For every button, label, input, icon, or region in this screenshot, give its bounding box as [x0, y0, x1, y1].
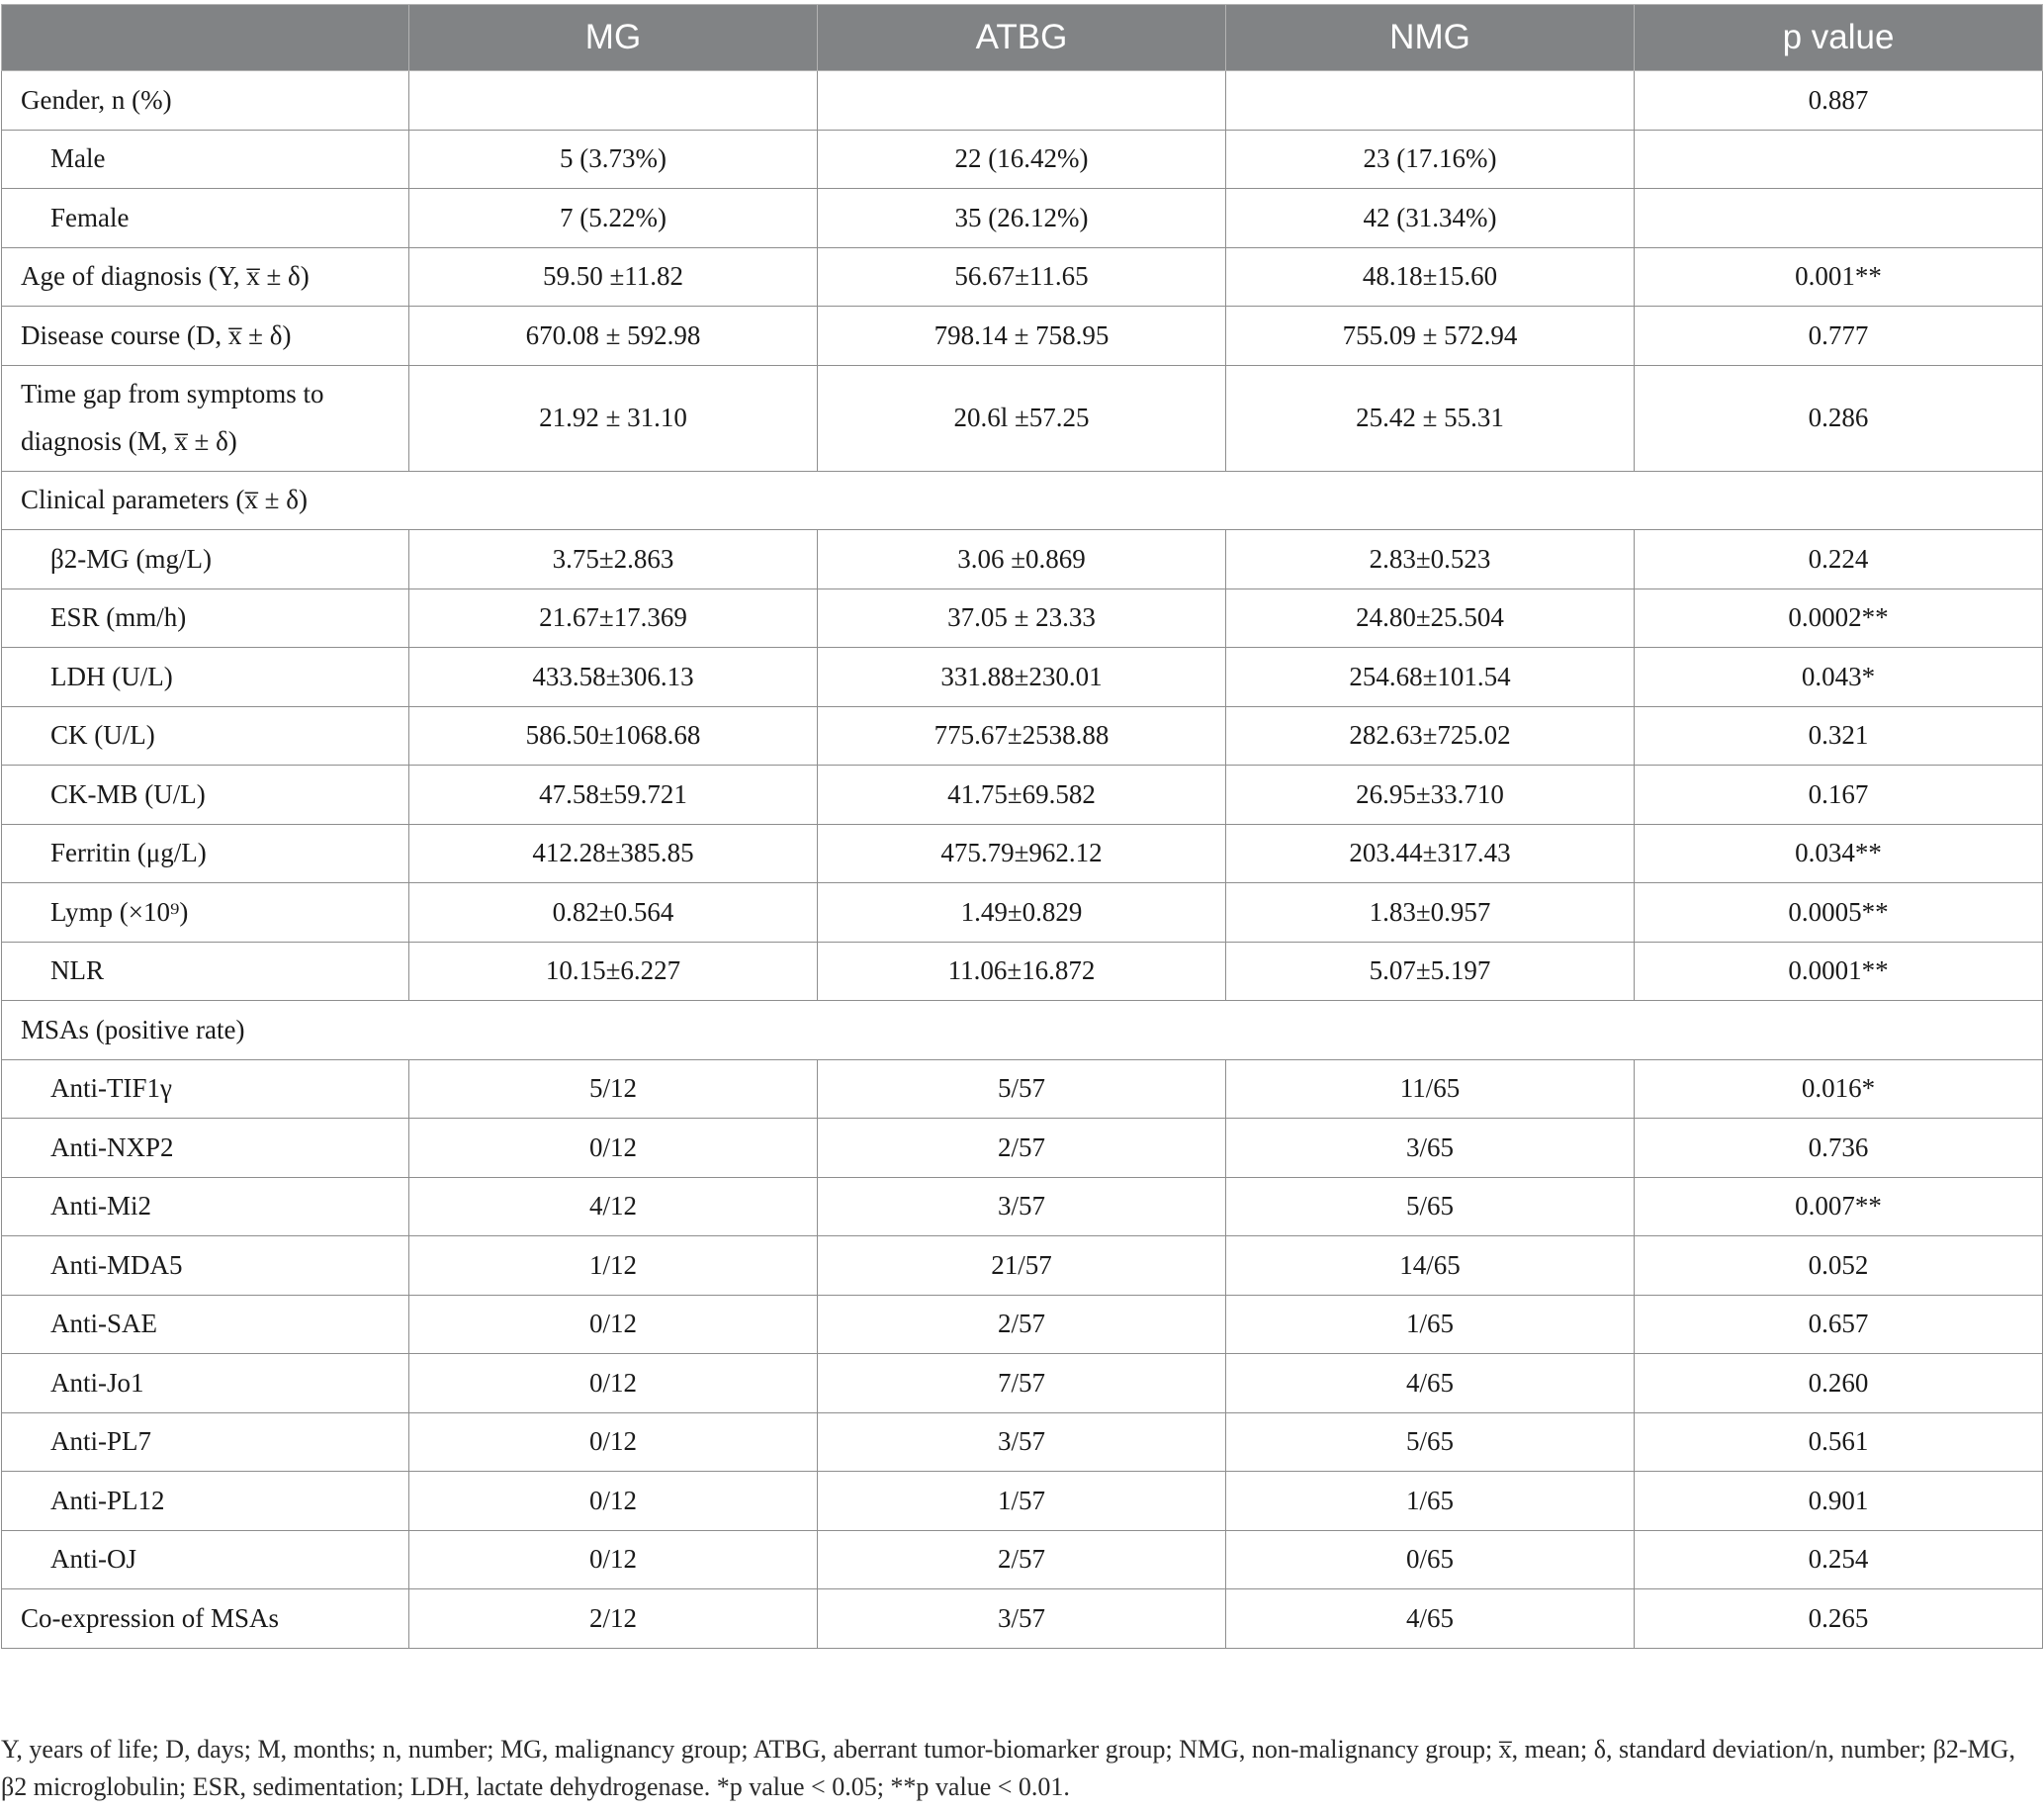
atbg-cell: 2/57	[818, 1530, 1226, 1589]
atbg-cell: 11.06±16.872	[818, 942, 1226, 1001]
section-row	[2, 1001, 2043, 1060]
nmg-cell: 1/65	[1226, 1472, 1635, 1531]
atbg-cell: 41.75±69.582	[818, 766, 1226, 825]
atbg-cell: 5/57	[818, 1059, 1226, 1119]
p-value-cell: 0.260	[1635, 1354, 2043, 1413]
p-value-cell: 0.887	[1635, 71, 2043, 131]
p-value-cell: 0.016*	[1635, 1059, 2043, 1119]
mg-cell: 0.82±0.564	[409, 883, 818, 943]
nmg-cell: 282.63±725.02	[1226, 706, 1635, 766]
header-cell-label	[2, 5, 409, 71]
row-label: LDH (U/L)	[2, 648, 409, 707]
header-cell-atbg: ATBG	[818, 5, 1226, 71]
atbg-cell: 35 (26.12%)	[818, 189, 1226, 248]
nmg-cell: 3/65	[1226, 1119, 1635, 1178]
table-row	[2, 883, 2043, 943]
mg-cell: 586.50±1068.68	[409, 706, 818, 766]
mg-cell: 5/12	[409, 1059, 818, 1119]
atbg-cell: 3/57	[818, 1177, 1226, 1236]
mg-cell: 0/12	[409, 1530, 818, 1589]
table-footnote: Y, years of life; D, days; M, months; n, number; MG, malignancy group; ATBG, aberrant tumor-biomarker group; NMG, non-malignancy group; x̅, mean; δ, standard deviation/n, number; β2-MG, β2 microglobulin; ESR, sedimentation; LDH, lactate dehydrogenase. *p value < 0.05; **p value < 0.01.	[1, 1735, 2015, 1801]
header-cell-p-value: p value	[1635, 5, 2043, 71]
mg-cell: 1/12	[409, 1236, 818, 1296]
atbg-cell	[818, 71, 1226, 131]
p-value-cell: 0.224	[1635, 530, 2043, 589]
row-label: β2-MG (mg/L)	[2, 530, 409, 589]
nmg-cell: 4/65	[1226, 1354, 1635, 1413]
row-label: Co-expression of MSAs	[2, 1589, 409, 1649]
mg-cell: 433.58±306.13	[409, 648, 818, 707]
mg-cell: 412.28±385.85	[409, 824, 818, 883]
row-label: Anti-MDA5	[2, 1236, 409, 1296]
row-label: Anti-PL7	[2, 1412, 409, 1472]
p-value-cell: 0.0002**	[1635, 588, 2043, 648]
row-label: Disease course (D, x̅ ± δ)	[2, 307, 409, 366]
table-row	[2, 1472, 2043, 1531]
p-value-cell: 0.034**	[1635, 824, 2043, 883]
row-label: Time gap from symptoms to diagnosis (M, x̅ ± δ)	[2, 365, 409, 471]
table-row	[2, 189, 2043, 248]
mg-cell: 670.08 ± 592.98	[409, 307, 818, 366]
atbg-cell: 20.6l ±57.25	[818, 365, 1226, 471]
nmg-cell: 4/65	[1226, 1589, 1635, 1649]
table-row	[2, 1354, 2043, 1413]
nmg-cell: 11/65	[1226, 1059, 1635, 1119]
table-row	[2, 130, 2043, 189]
mg-cell: 5 (3.73%)	[409, 130, 818, 189]
table-row	[2, 530, 2043, 589]
mg-cell: 4/12	[409, 1177, 818, 1236]
mg-cell: 59.50 ±11.82	[409, 247, 818, 307]
nmg-cell: 254.68±101.54	[1226, 648, 1635, 707]
nmg-cell	[1226, 71, 1635, 131]
table-row	[2, 1530, 2043, 1589]
row-label: MSAs (positive rate)	[2, 1001, 2043, 1060]
nmg-cell: 5.07±5.197	[1226, 942, 1635, 1001]
table-row	[2, 1412, 2043, 1472]
mg-cell: 10.15±6.227	[409, 942, 818, 1001]
nmg-cell: 25.42 ± 55.31	[1226, 365, 1635, 471]
p-value-cell: 0.321	[1635, 706, 2043, 766]
data-table	[1, 4, 2043, 1649]
p-value-cell: 0.561	[1635, 1412, 2043, 1472]
atbg-cell: 1.49±0.829	[818, 883, 1226, 943]
nmg-cell: 42 (31.34%)	[1226, 189, 1635, 248]
header-row	[2, 5, 2043, 71]
mg-cell	[409, 71, 818, 131]
row-label: Anti-NXP2	[2, 1119, 409, 1178]
table-row	[2, 1236, 2043, 1296]
row-label: CK-MB (U/L)	[2, 766, 409, 825]
nmg-cell: 48.18±15.60	[1226, 247, 1635, 307]
p-value-cell: 0.657	[1635, 1295, 2043, 1354]
p-value-cell: 0.0005**	[1635, 883, 2043, 943]
table-row	[2, 307, 2043, 366]
row-label: Ferritin (μg/L)	[2, 824, 409, 883]
row-label: Male	[2, 130, 409, 189]
p-value-cell: 0.286	[1635, 365, 2043, 471]
p-value-cell: 0.043*	[1635, 648, 2043, 707]
mg-cell: 0/12	[409, 1472, 818, 1531]
row-label: Age of diagnosis (Y, x̅ ± δ)	[2, 247, 409, 307]
table-row	[2, 588, 2043, 648]
atbg-cell: 331.88±230.01	[818, 648, 1226, 707]
atbg-cell: 3/57	[818, 1589, 1226, 1649]
nmg-cell: 5/65	[1226, 1177, 1635, 1236]
table-body	[2, 71, 2043, 1649]
atbg-cell: 798.14 ± 758.95	[818, 307, 1226, 366]
atbg-cell: 2/57	[818, 1119, 1226, 1178]
row-label: Anti-OJ	[2, 1530, 409, 1589]
atbg-cell: 3/57	[818, 1412, 1226, 1472]
table-row	[2, 942, 2043, 1001]
atbg-cell: 775.67±2538.88	[818, 706, 1226, 766]
nmg-cell: 203.44±317.43	[1226, 824, 1635, 883]
p-value-cell	[1635, 130, 2043, 189]
nmg-cell: 755.09 ± 572.94	[1226, 307, 1635, 366]
mg-cell: 47.58±59.721	[409, 766, 818, 825]
atbg-cell: 475.79±962.12	[818, 824, 1226, 883]
mg-cell: 21.92 ± 31.10	[409, 365, 818, 471]
table-row	[2, 1119, 2043, 1178]
mg-cell: 7 (5.22%)	[409, 189, 818, 248]
nmg-cell: 1.83±0.957	[1226, 883, 1635, 943]
row-label: NLR	[2, 942, 409, 1001]
table-row	[2, 1589, 2043, 1649]
p-value-cell: 0.007**	[1635, 1177, 2043, 1236]
header-cell-mg: MG	[409, 5, 818, 71]
row-label: Anti-TIF1γ	[2, 1059, 409, 1119]
atbg-cell: 37.05 ± 23.33	[818, 588, 1226, 648]
row-label: Anti-Jo1	[2, 1354, 409, 1413]
table-row	[2, 1295, 2043, 1354]
mg-cell: 2/12	[409, 1589, 818, 1649]
section-row	[2, 471, 2043, 530]
p-value-cell: 0.167	[1635, 766, 2043, 825]
nmg-cell: 0/65	[1226, 1530, 1635, 1589]
p-value-cell: 0.265	[1635, 1589, 2043, 1649]
p-value-cell: 0.0001**	[1635, 942, 2043, 1001]
p-value-cell: 0.901	[1635, 1472, 2043, 1531]
atbg-cell: 1/57	[818, 1472, 1226, 1531]
row-label: Lymp (×10⁹)	[2, 883, 409, 943]
table-row	[2, 706, 2043, 766]
p-value-cell: 0.777	[1635, 307, 2043, 366]
row-label: CK (U/L)	[2, 706, 409, 766]
p-value-cell: 0.001**	[1635, 247, 2043, 307]
row-label: Anti-Mi2	[2, 1177, 409, 1236]
atbg-cell: 22 (16.42%)	[818, 130, 1226, 189]
nmg-cell: 23 (17.16%)	[1226, 130, 1635, 189]
table-row	[2, 365, 2043, 471]
row-label: ESR (mm/h)	[2, 588, 409, 648]
table-row	[2, 648, 2043, 707]
mg-cell: 3.75±2.863	[409, 530, 818, 589]
atbg-cell: 2/57	[818, 1295, 1226, 1354]
p-value-cell	[1635, 189, 2043, 248]
table-row	[2, 71, 2043, 131]
row-label: Anti-PL12	[2, 1472, 409, 1531]
nmg-cell: 24.80±25.504	[1226, 588, 1635, 648]
table-row	[2, 766, 2043, 825]
atbg-cell: 3.06 ±0.869	[818, 530, 1226, 589]
row-label: Anti-SAE	[2, 1295, 409, 1354]
nmg-cell: 2.83±0.523	[1226, 530, 1635, 589]
mg-cell: 0/12	[409, 1295, 818, 1354]
nmg-cell: 14/65	[1226, 1236, 1635, 1296]
table-row	[2, 1177, 2043, 1236]
atbg-cell: 56.67±11.65	[818, 247, 1226, 307]
atbg-cell: 21/57	[818, 1236, 1226, 1296]
mg-cell: 0/12	[409, 1412, 818, 1472]
atbg-cell: 7/57	[818, 1354, 1226, 1413]
mg-cell: 0/12	[409, 1354, 818, 1413]
mg-cell: 21.67±17.369	[409, 588, 818, 648]
nmg-cell: 26.95±33.710	[1226, 766, 1635, 825]
table-row	[2, 1059, 2043, 1119]
row-label: Gender, n (%)	[2, 71, 409, 131]
header-cell-nmg: NMG	[1226, 5, 1635, 71]
row-label: Female	[2, 189, 409, 248]
mg-cell: 0/12	[409, 1119, 818, 1178]
nmg-cell: 1/65	[1226, 1295, 1635, 1354]
p-value-cell: 0.052	[1635, 1236, 2043, 1296]
table-row	[2, 247, 2043, 307]
row-label: Clinical parameters (x̅ ± δ)	[2, 471, 2043, 530]
p-value-cell: 0.254	[1635, 1530, 2043, 1589]
p-value-cell: 0.736	[1635, 1119, 2043, 1178]
table-row	[2, 824, 2043, 883]
nmg-cell: 5/65	[1226, 1412, 1635, 1472]
